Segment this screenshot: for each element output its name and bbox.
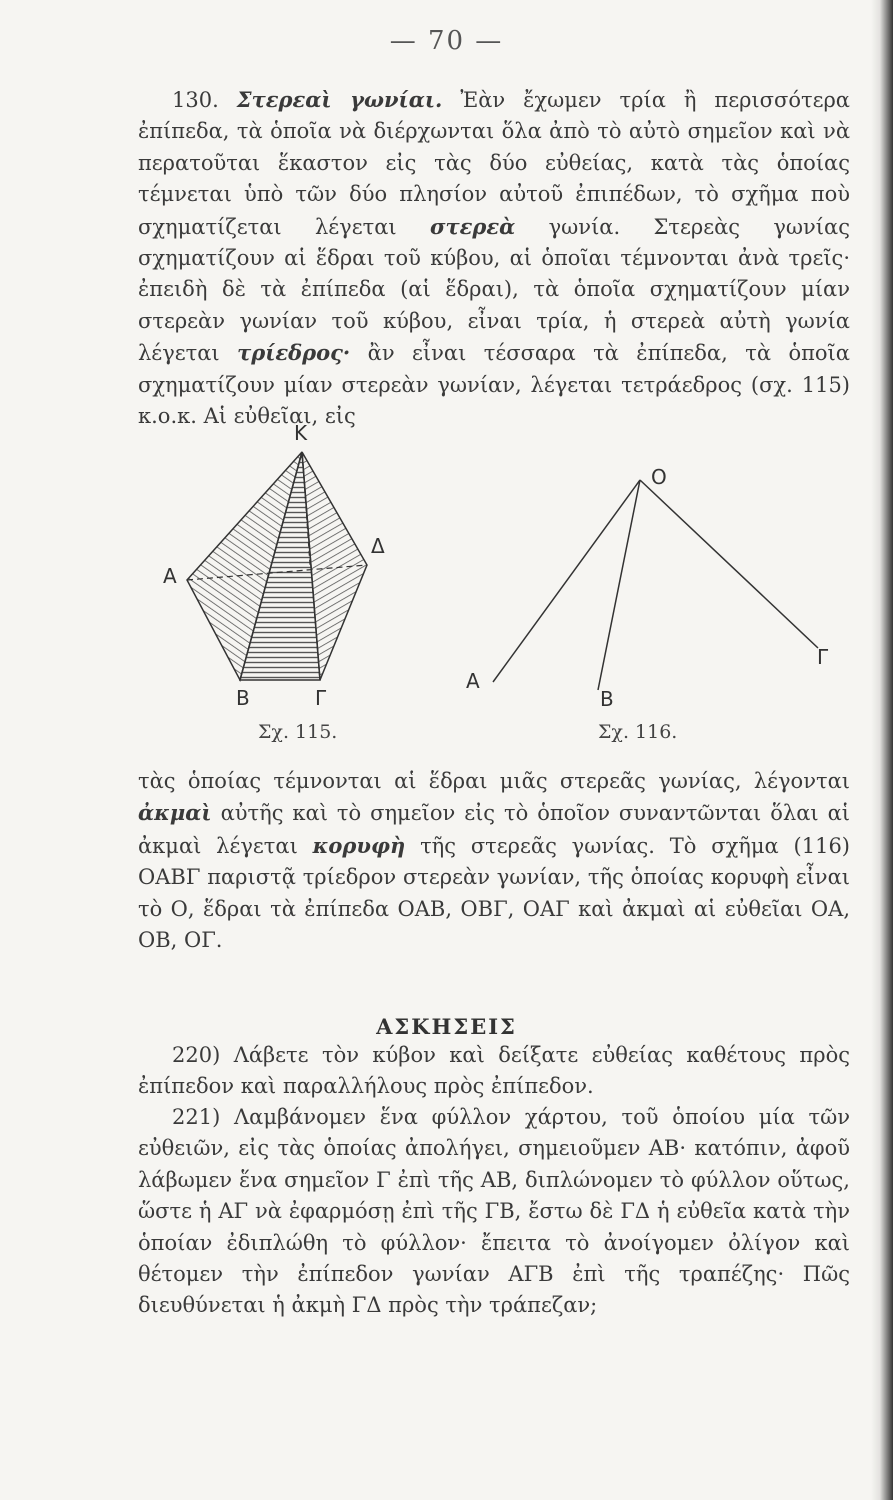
label-gamma-116: Γ bbox=[817, 645, 829, 669]
para2-text-c: τῆς στερεᾶς γωνίας. Τὸ σχῆμα (116) ΟΑΒΓ παριστᾷ τρίεδρον στερεὰν γωνίαν, τῆς ὁποίας κορυφὴ εἶναι τὸ Ο, ἕδραι τὰ ἐπίπεδα ΟΑΒ, ΟΒΓ, ΟΑΓ καὶ ἀκμαὶ αἱ εὐθεῖαι ΟΑ, ΟΒ, ΟΓ. bbox=[138, 833, 850, 953]
exercise-220 bbox=[138, 1040, 850, 1103]
paragraph-edges bbox=[138, 766, 850, 956]
term-vertex: κορυφὴ bbox=[312, 832, 406, 858]
para1-text-a: Ἐὰν ἔχωμεν τρία ἢ περισσότερα ἐπίπεδα, τὰ ὁποῖα νὰ διέρχωνται ὅλα ἀπὸ τὸ αὐτὸ σημεῖον καὶ νὰ περατοῦται ἕκαστον εἰς τὰς δύο εὐθείας, κατὰ τὰς ὁποίας τέμνεται ὑπὸ τῶν δύο πλησίον αὐτοῦ ἐπιπέδων, τὸ σχῆμα ποὺ σχηματίζεται λέγεται bbox=[138, 88, 850, 239]
term-solid: στερεὰ bbox=[429, 213, 516, 239]
exercise-221-text: 221) Λαμβάνομεν ἕνα φύλλον χάρτου, τοῦ ὁποίου μία τῶν εὐθειῶν, εἰς τὰς ὁποίας ἀπολήγει, σημειοῦμεν ΑΒ· κατόπιν, ἀφοῦ λάβωμεν ἕνα σημεῖον Γ ἐπὶ τῆς ΑΒ, διπλώνομεν τὸ φύλλον οὕτως, ὥστε ἡ ΑΓ νὰ ἐφαρμόσῃ ἐπὶ τῆς ΓΒ, ἔστω δὲ ΓΔ ἡ εὐθεῖα κατὰ τὴν ὁποίαν ἐδιπλώθη τὸ φύλλον· ἔπειτα τὸ ἀνοίγομεν ὀλίγον καὶ θέτομεν τὴν ἐπίπεδον γωνίαν ΑΓΒ ἐπὶ τῆς τραπέζης· Πῶς διευθύνεται ἡ ἀκμὴ ΓΔ πρὸς τὴν τράπεζαν; bbox=[138, 1105, 850, 1318]
para1-text-c: ἂν εἶναι τέσσαρα τὰ ἐπίπεδα, τὰ ὁποῖα σχηματίζουν μίαν στερεὰν γωνίαν, λέγεται τετράεδρος (σχ. 115) κ.ο.κ. Αἱ εὐθεῖαι, εἰς bbox=[138, 341, 850, 429]
term-trihedral: τρίεδρος· bbox=[237, 340, 351, 366]
exercise-221 bbox=[138, 1102, 850, 1322]
label-a-115: A bbox=[163, 564, 177, 588]
exercise-220-text: 220) Λάβετε τὸν κύβον καὶ δείξατε εὐθείας καθέτους πρὸς ἐπίπεδον καὶ παραλλήλους πρὸς ἐπίπεδον. bbox=[138, 1043, 850, 1099]
page-binding-shadow bbox=[871, 0, 893, 1500]
caption-116: Σχ. 116. bbox=[598, 721, 678, 743]
edge-oa bbox=[493, 480, 640, 682]
exercises-heading: ΑΣΚΗΣΕΙΣ bbox=[376, 1014, 517, 1039]
section-title: Στερεαὶ γωνίαι. bbox=[236, 87, 443, 112]
edge-ob bbox=[598, 480, 640, 690]
edge-og bbox=[640, 480, 818, 648]
label-a-116: A bbox=[466, 669, 480, 693]
para1-text-b: γωνία. Στερεὰς γωνίας σχηματίζουν αἱ ἕδραι τοῦ κύβου, αἱ ὁποῖαι τέμνονται ἀνὰ τρεῖς· ἐπειδὴ δὲ τὰ ἐπίπεδα (αἱ ἕδραι), τὰ ὁποῖα σχηματίζουν μίαν στερεὰν γωνίαν τοῦ κύβου, εἶναι τρία, ἡ στερεὰ αὐτὴ γωνία λέγεται bbox=[138, 214, 850, 366]
term-edges: ἀκμαὶ bbox=[138, 800, 212, 826]
label-k: K bbox=[294, 421, 308, 445]
para2-text-b: αὐτῆς καὶ τὸ σημεῖον εἰς τὸ ὁποῖον συναντῶνται ὅλαι αἱ ἀκμαὶ λέγεται bbox=[138, 801, 850, 858]
page-number: — 70 — bbox=[389, 26, 504, 56]
label-b-115: B bbox=[236, 686, 250, 710]
label-delta-115: Δ bbox=[371, 534, 385, 558]
caption-115: Σχ. 115. bbox=[258, 721, 338, 743]
label-b-116: B bbox=[600, 687, 614, 711]
label-o: O bbox=[651, 465, 667, 489]
label-gamma-115: Γ bbox=[315, 686, 327, 710]
section-number: 130. bbox=[172, 88, 219, 112]
para2-text-a: τὰς ὁποίας τέμνονται αἱ ἕδραι μιᾶς στερεᾶς γωνίας, λέγονται bbox=[138, 769, 850, 793]
